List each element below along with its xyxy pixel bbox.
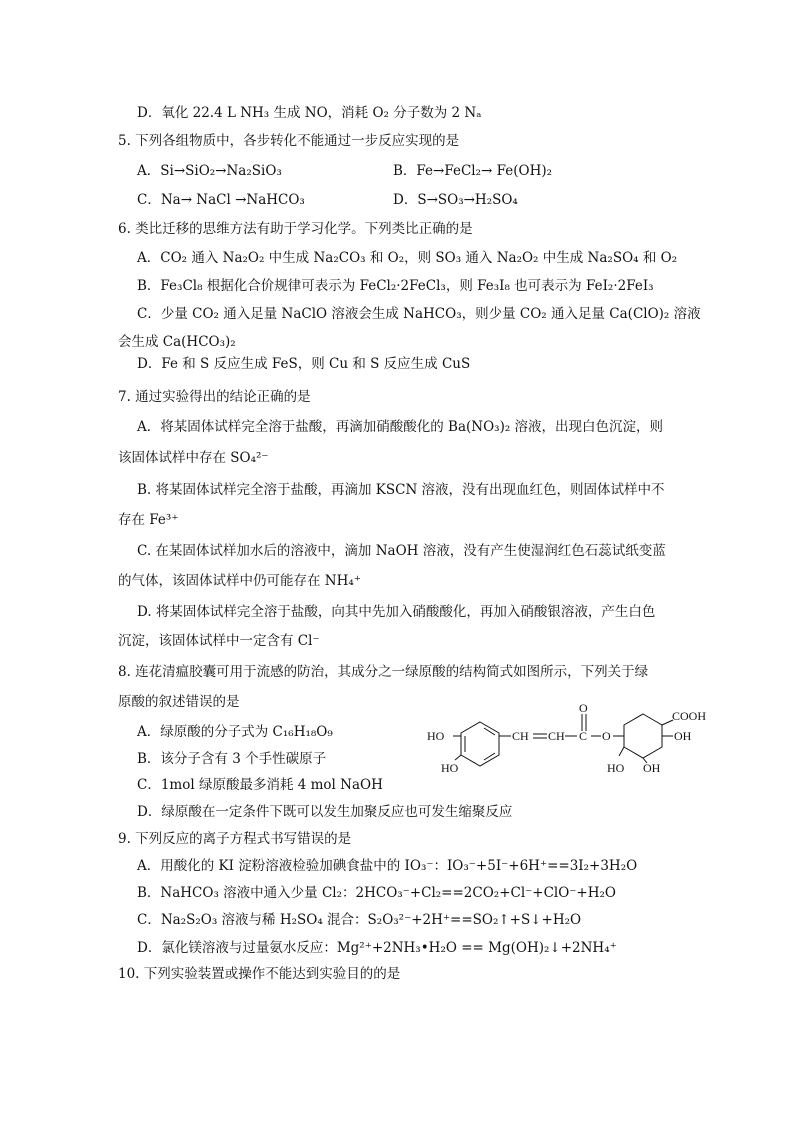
q5-option-c: C．Na→ NaCl →NaHCO₃ <box>137 192 305 208</box>
q6-option-b: B．Fe₃Cl₈ 根据化合价规律可表示为 FeCl₂·2FeCl₃，则 Fe₃I₈ 也可表示为 FeI₂·2FeI₃ <box>137 278 654 294</box>
q10-stem: 10. 下列实验装置或操作不能达到实验目的的是 <box>118 966 401 982</box>
q5-option-d: D．S→SO₃→H₂SO₄ <box>393 192 518 208</box>
q7-option-a: A．将某固体试样完全溶于盐酸，再滴加硝酸酸化的 Ba(NO₃)₂ 溶液，出现白色沉淀，则 <box>137 419 664 435</box>
q7-option-d-cont: 沉淀，该固体试样中一定含有 Cl⁻ <box>118 633 320 649</box>
q9-option-d: D．氯化镁溶液与过量氨水反应：Mg²⁺+2NH₃•H₂O == Mg(OH)₂↓+2NH₄⁺ <box>137 940 617 956</box>
ho-label: HO <box>607 761 625 775</box>
q5-option-a: A．Si→SiO₂→Na₂SiO₃ <box>137 163 282 179</box>
q9-option-c: C．Na₂S₂O₃ 溶液与稀 H₂SO₄ 混合：S₂O₃²⁻+2H⁺==SO₂↑+S↓+H₂O <box>137 912 582 928</box>
ho-label: HO <box>427 729 445 743</box>
q6-option-c: C．少量 CO₂ 通入足量 NaClO 溶液会生成 NaHCO₃，则少量 CO₂ 通入足量 Ca(ClO)₂ 溶液 <box>137 306 701 322</box>
chlorogenic-acid-structure <box>425 700 725 790</box>
q8-stem-cont: 原酸的叙述错误的是 <box>118 694 240 710</box>
q8-option-a: A．绿原酸的分子式为 C₁₆H₁₈O₉ <box>137 724 333 740</box>
q7-option-d: D. 将某固体试样完全溶于盐酸，向其中先加入硝酸酸化，再加入硝酸银溶液，产生白色 <box>137 604 656 620</box>
q6-option-a: A．CO₂ 通入 Na₂O₂ 中生成 Na₂CO₃ 和 O₂，则 SO₃ 通入 Na₂O₂ 中生成 Na₂SO₄ 和 O₂ <box>137 250 678 266</box>
q9-option-b: B．NaHCO₃ 溶液中通入少量 Cl₂：2HCO₃⁻+Cl₂==2CO₂+Cl⁻+ClO⁻+H₂O <box>137 885 616 901</box>
q6-option-c-cont: 会生成 Ca(HCO₃)₂ <box>118 334 236 350</box>
q7-option-b: B. 将某固体试样完全溶于盐酸，再滴加 KSCN 溶液，没有出现血红色，则固体试样中不 <box>137 482 665 498</box>
q8-option-d: D．绿原酸在一定条件下既可以发生加聚反应也可发生缩聚反应 <box>137 804 513 820</box>
q9-option-a: A．用酸化的 KI 淀粉溶液检验加碘食盐中的 IO₃⁻：IO₃⁻+5I⁻+6H⁺==3I₂+3H₂O <box>137 858 638 874</box>
q7-option-c: C. 在某固体试样加水后的溶液中，滴加 NaOH 溶液，没有产生使湿润红色石蕊试纸变蓝 <box>137 543 666 559</box>
q7-option-c-cont: 的气体，该固体试样中仍可能存在 NH₄⁺ <box>118 573 361 589</box>
q7-option-a-cont: 该固体试样中存在 SO₄²⁻ <box>118 450 269 466</box>
cooh-label: COOH <box>672 709 707 723</box>
o-label: O <box>579 701 588 715</box>
q6-option-d: D．Fe 和 S 反应生成 FeS，则 Cu 和 S 反应生成 CuS <box>137 356 471 372</box>
c-label: C <box>579 729 588 743</box>
ch-label: CH <box>512 729 529 743</box>
o-label: O <box>602 729 611 743</box>
q7-option-b-cont: 存在 Fe³⁺ <box>118 512 179 528</box>
q5-option-b: B．Fe→FeCl₂→ Fe(OH)₂ <box>393 163 553 179</box>
ch-label: CH <box>548 729 565 743</box>
q9-stem: 9. 下列反应的离子方程式书写错误的是 <box>118 831 352 847</box>
oh-label: OH <box>643 761 661 775</box>
ho-label: HO <box>441 761 459 775</box>
oh-label: OH <box>674 729 692 743</box>
q4-option-d: D．氧化 22.4 L NH₃ 生成 NO，消耗 O₂ 分子数为 2 Nₐ <box>137 105 482 121</box>
q6-stem: 6. 类比迁移的思维方法有助于学习化学。下列类比正确的是 <box>118 221 473 237</box>
q8-option-b: B．该分子含有 3 个手性碳原子 <box>137 751 327 767</box>
q8-stem: 8. 连花清瘟胶囊可用于流感的防治，其成分之一绿原酸的结构简式如图所示，下列关于绿 <box>118 664 649 680</box>
q8-option-c: C．1mol 绿原酸最多消耗 4 mol NaOH <box>137 777 383 793</box>
q7-stem: 7. 通过实验得出的结论正确的是 <box>118 389 311 405</box>
q5-stem: 5. 下列各组物质中，各步转化不能通过一步反应实现的是 <box>118 133 460 149</box>
